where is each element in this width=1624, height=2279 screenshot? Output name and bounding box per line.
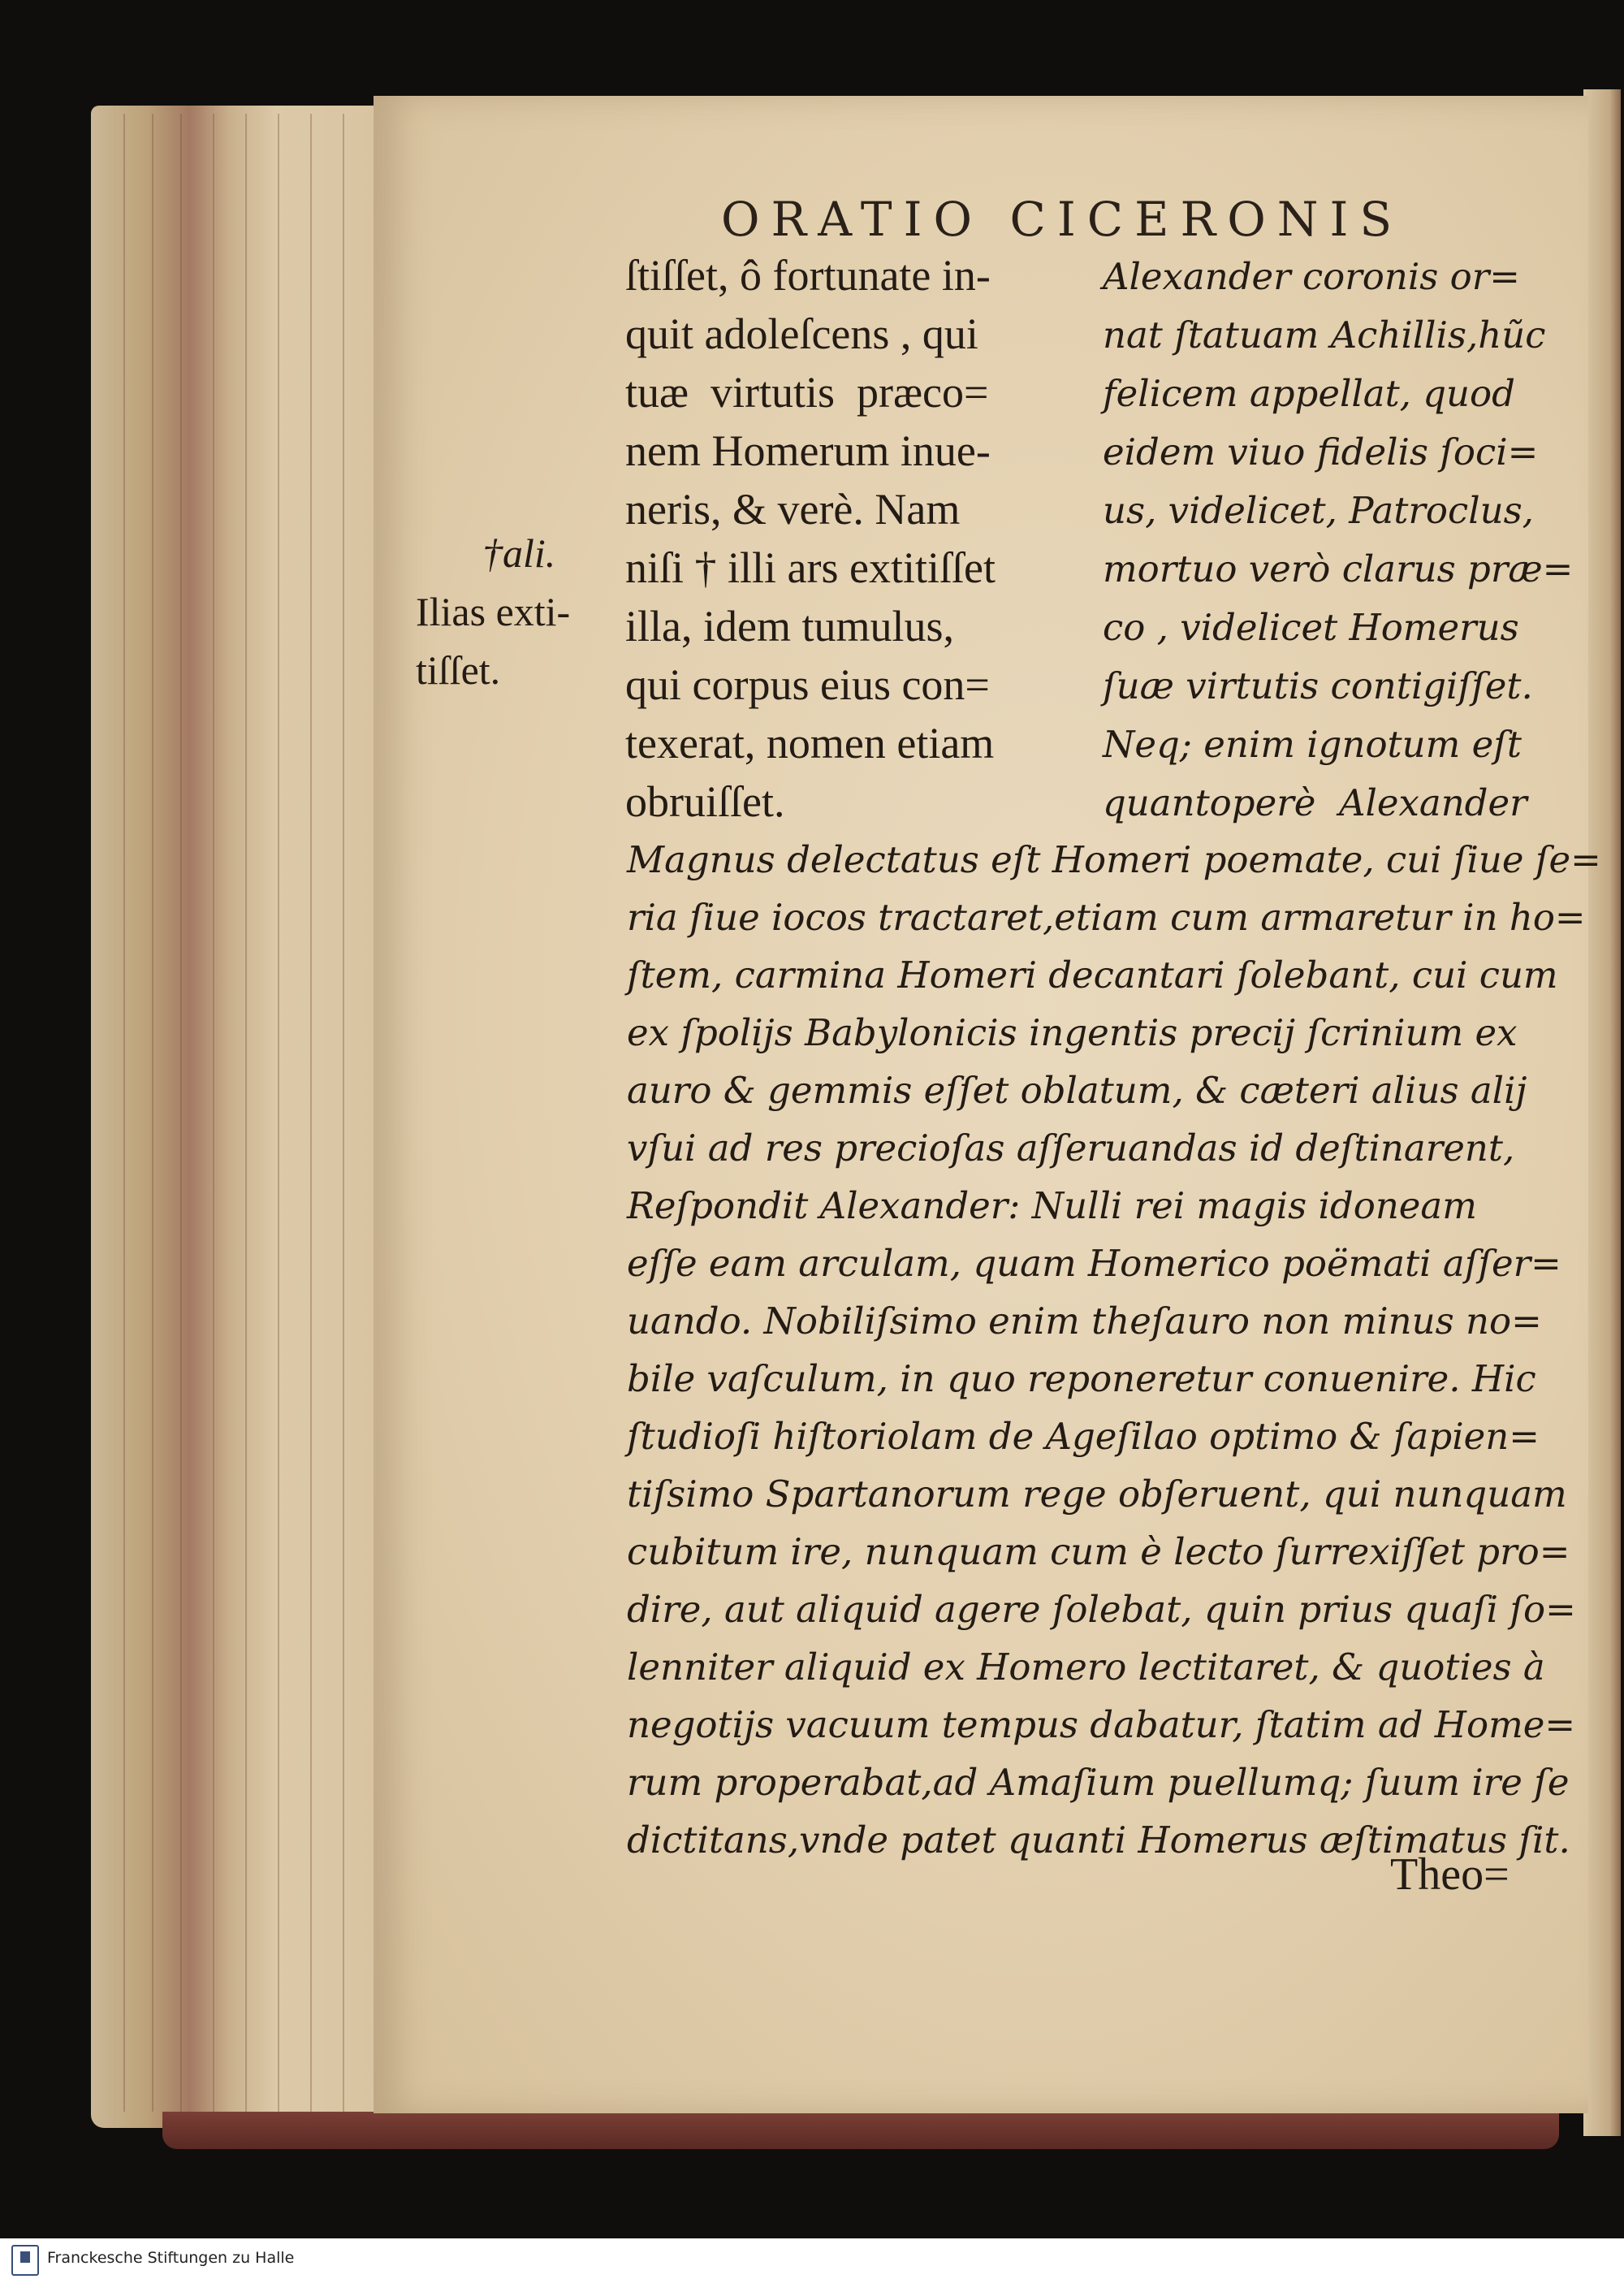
book-bottom-edge: [162, 2112, 1559, 2149]
body-line: lenniter aliquid ex Homero lectitaret, & quoties à: [627, 1645, 1545, 1689]
body-line: negotijs vacuum tempus dabatur, ſtatim ad Home=: [627, 1703, 1576, 1746]
left-column-line: illa, idem tumulus,: [625, 602, 954, 651]
right-column-line: nat ſtatuam Achillis,hũc: [1103, 314, 1546, 357]
body-line: ſtem, carmina Homeri decantari ſolebant, cui cum: [627, 954, 1558, 997]
body-line: Magnus delectatus eſt Homeri poemate, cui ſiue ſe=: [627, 838, 1601, 881]
right-column-line: felicem appellat, quod: [1103, 372, 1515, 415]
body-line: eſſe eam arculam, quam Homerico poëmati aſſer=: [627, 1242, 1561, 1285]
left-column-line: qui corpus eius con=: [625, 660, 990, 709]
body-line: uando. Nobiliſsimo enim theſauro non minus no=: [627, 1300, 1542, 1343]
left-column-line: ſtiſſet, ô fortunate in-: [625, 251, 991, 300]
body-line: auro & gemmis eſſet oblatum, & cæteri alius alij: [627, 1069, 1527, 1112]
right-column-line: ſuæ virtutis contigiſſet.: [1103, 664, 1533, 707]
body-line: tiſsimo Spartanorum rege obſeruent, qui nunquam: [627, 1472, 1567, 1516]
body-line: rum properabat,ad Amaſium puellumq; ſuum ire ſe: [627, 1761, 1570, 1804]
body-line: ſtudioſi hiſtoriolam de Ageſilao optimo & ſapien=: [627, 1415, 1540, 1458]
left-column-line: neris, & verè. Nam: [625, 485, 961, 534]
left-column-line: tuæ virtutis præco=: [625, 368, 989, 417]
body-line: vſui ad res precioſas aſſeruandas id deſtinarent,: [627, 1127, 1515, 1170]
margin-note: †ali.: [482, 530, 556, 576]
right-column-line: us, videlicet, Patroclus,: [1103, 489, 1534, 532]
body-line: ria ſiue iocos tractaret,etiam cum armaretur in ho=: [627, 896, 1586, 939]
footer-bar: [0, 2238, 1624, 2279]
right-column-line: eidem viuo fidelis ſoci=: [1103, 430, 1539, 474]
page-stack-edge: [91, 106, 400, 2128]
margin-note: Ilias exti-: [416, 589, 571, 634]
left-column-line: nem Homerum inue-: [625, 426, 991, 475]
running-header: ORATIO CICERONIS: [721, 192, 1404, 247]
margin-note: tiſſet.: [416, 647, 501, 693]
body-line: bile vaſculum, in quo reponeretur conuenire. Hic: [627, 1357, 1536, 1400]
left-column-line: niſi † illi ars extitiſſet: [625, 543, 996, 592]
left-column-line: quit adoleſcens , qui: [625, 309, 978, 358]
institution-logo-icon: [11, 2245, 39, 2276]
body-line: Reſpondit Alexander: Nulli rei magis idoneam: [627, 1184, 1477, 1227]
catchword: Theo=: [1390, 1849, 1510, 1900]
right-column-line: mortuo verò clarus præ=: [1103, 547, 1574, 590]
body-line: ex ſpolijs Babylonicis ingentis precij ſcrinium ex: [627, 1011, 1518, 1054]
right-column-line: quantoperè Alexander: [1103, 781, 1527, 824]
footer-label: Franckesche Stiftungen zu Halle: [47, 2249, 295, 2267]
right-page-edge: [1583, 89, 1621, 2136]
right-column-line: Neq; enim ignotum eſt: [1103, 723, 1522, 766]
left-column-line: obruiſſet.: [625, 777, 785, 826]
right-column-line: co , videlicet Homerus: [1103, 606, 1519, 649]
body-line: cubitum ire, nunquam cum è lecto ſurrexiſſet pro=: [627, 1530, 1570, 1573]
left-column-line: texerat, nomen etiam: [625, 719, 995, 768]
body-line: dictitans,vnde patet quanti Homerus æſtimatus ſit.: [627, 1818, 1570, 1862]
right-column-line: Alexander coronis or=: [1103, 255, 1520, 298]
body-line: dire, aut aliquid agere ſolebat, quin prius quaſi ſo=: [627, 1588, 1576, 1631]
